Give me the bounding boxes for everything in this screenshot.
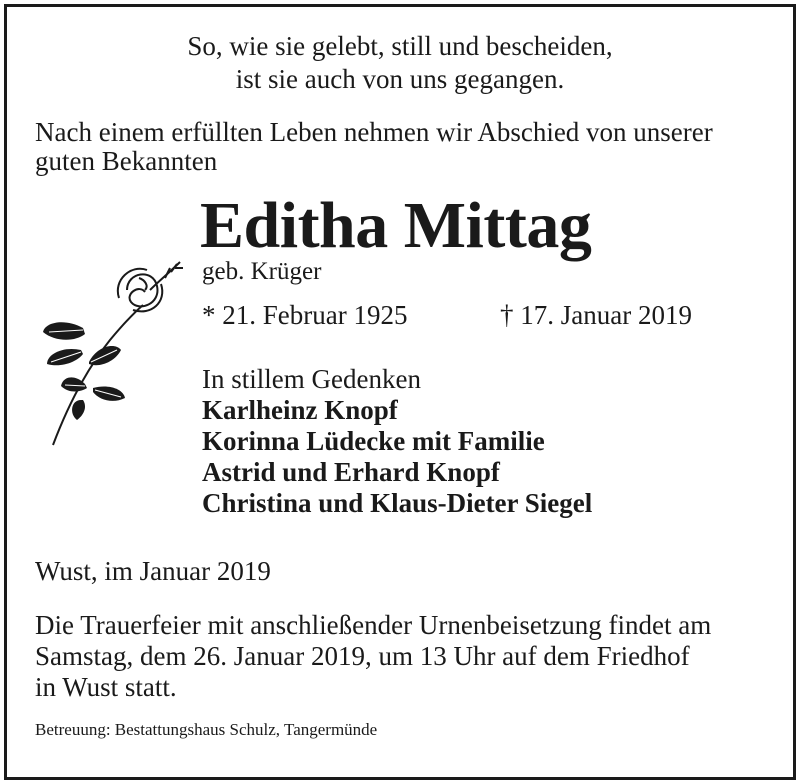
mourner-name: Christina und Klaus-Dieter Siegel — [202, 488, 593, 518]
service-line-3: in Wust statt. — [35, 672, 177, 702]
motto-line-2: ist sie auch von uns gegangen. — [235, 64, 565, 94]
motto-line-1: So, wie sie gelebt, still und bescheiden, — [187, 31, 613, 61]
service-line-2: Samstag, dem 26. Januar 2019, um 13 Uhr auf dem Friedhof — [35, 641, 690, 671]
birth-date: * 21. Februar 1925 — [202, 300, 408, 330]
intro-line-2: guten Bekannten — [35, 146, 218, 176]
rose-icon — [35, 250, 195, 450]
place-and-date: Wust, im Januar 2019 — [35, 556, 271, 586]
service-line-1: Die Trauerfeier mit anschließender Urnenbeisetzung findet am — [35, 610, 712, 640]
mourner-name: Karlheinz Knopf — [202, 395, 398, 425]
undertaker-note: Betreuung: Bestattungshaus Schulz, Tangermünde — [35, 720, 378, 739]
birth-name: geb. Krüger — [202, 258, 322, 285]
mourners-intro: In stillem Gedenken — [202, 364, 421, 394]
intro-line-1: Nach einem erfüllten Leben nehmen wir Abschied von unserer — [35, 117, 713, 147]
death-date: † 17. Januar 2019 — [500, 300, 692, 330]
mourner-name: Astrid und Erhard Knopf — [202, 457, 500, 487]
deceased-name: Editha Mittag — [200, 189, 592, 262]
mourner-name: Korinna Lüdecke mit Familie — [202, 426, 545, 456]
